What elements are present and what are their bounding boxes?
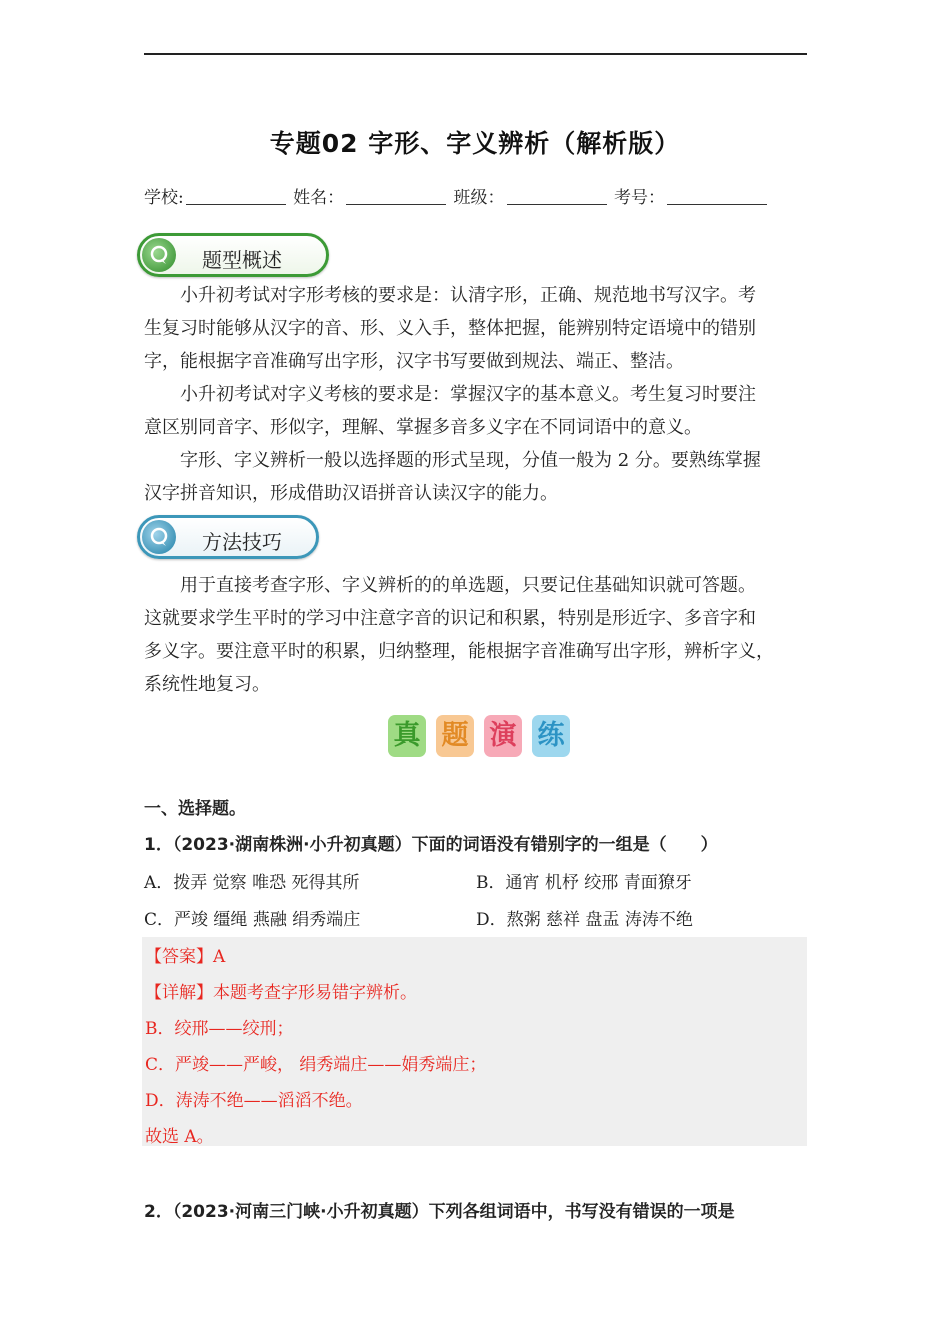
school-label: 学校: [144, 188, 184, 208]
student-info-line [144, 183, 807, 208]
option-d: D．熬粥 慈祥 盘盂 涛涛不绝 [476, 910, 693, 930]
question-1 [144, 830, 718, 855]
name-blank[interactable] [346, 188, 446, 205]
name-label: 姓名： [293, 188, 345, 208]
question-stem: （2023·湖南株洲·小升初真题）下面的词语没有错别字的一组是（ ） [172, 835, 718, 855]
explanation-detail: D．涛涛不绝——滔滔不绝。 [145, 1091, 363, 1111]
option-c: C．严竣 缰绳 燕融 绢秀端庄 [144, 910, 361, 930]
option-b: B．通宵 机杼 绞邢 青面獠牙 [476, 873, 692, 893]
question-number: 1． [144, 835, 173, 855]
class-label: 班级： [453, 188, 505, 208]
speech-bubble-icon [142, 520, 176, 554]
overview-paragraph-2 [144, 378, 807, 444]
practice-tile: 真 [388, 715, 426, 757]
text-line: 小升初考试对字形考核的要求是：认清字形，正确、规范地书写汉字。考 [180, 285, 756, 306]
class-blank[interactable] [507, 188, 607, 205]
text-line: 系统性地复习。 [144, 674, 270, 695]
text-line: 生复习时能够从汉字的音、形、义入手，整体把握，能辨别特定语境中的错别 [144, 318, 756, 339]
header-rule [144, 53, 807, 55]
explanation-detail: 故选 A。 [145, 1127, 214, 1147]
question-stem: （2023·河南三门峡·小升初真题）下列各组词语中，书写没有错误的一项是 [172, 1202, 735, 1222]
explanation-detail: C．严竣——严峻， 绢秀端庄——娟秀端庄； [145, 1055, 487, 1075]
text-line: 用于直接考查字形、字义辨析的的单选题，只要记住基础知识就可答题。 [180, 575, 756, 596]
exam-number-blank[interactable] [667, 188, 767, 205]
overview-paragraph-1 [144, 279, 807, 378]
overview-badge [137, 233, 329, 277]
practice-tile: 题 [436, 715, 474, 757]
answer-line: 【答案】A [145, 947, 226, 967]
overview-badge-label: 题型概述 [202, 248, 282, 272]
explanation-detail: B．绞邢——绞刑； [145, 1019, 294, 1039]
method-paragraph [144, 569, 807, 701]
text-line: 这就要求学生平时的学习中注意字音的识记和积累，特别是形近字、多音字和 [144, 608, 756, 629]
text-line: 字形、字义辨析一般以选择题的形式呈现，分值一般为 2 分。要熟练掌握 [180, 450, 761, 471]
question-number: 2． [144, 1202, 173, 1222]
answer-block [142, 937, 807, 1146]
explanation-line: 【详解】本题考查字形易错字辨析。 [145, 983, 417, 1003]
overview-paragraph-3 [144, 444, 807, 510]
text-line: 多义字。要注意平时的积累，归纳整理，能根据字音准确写出字形，辨析字义， [144, 641, 774, 662]
school-blank[interactable] [186, 188, 286, 205]
speech-bubble-icon [142, 238, 176, 272]
text-line: 字，能根据字音准确写出字形，汉字书写要做到规法、端正、整洁。 [144, 351, 684, 372]
question-2 [144, 1197, 735, 1222]
practice-tile: 演 [484, 715, 522, 757]
exam-number-label: 考号： [613, 188, 665, 208]
text-line: 小升初考试对字义考核的要求是：掌握汉字的基本意义。考生复习时要注 [180, 384, 756, 405]
text-line: 意区别同音字、形似字，理解、掌握多音多义字在不同词语中的意义。 [144, 417, 702, 438]
text-line: 汉字拼音知识，形成借助汉语拼音认读汉字的能力。 [144, 483, 558, 504]
method-badge-label: 方法技巧 [202, 530, 282, 554]
option-a: A．拨弄 觉察 唯恐 死得其所 [144, 873, 360, 893]
section-heading: 一、选择题。 [144, 799, 246, 819]
page-title: 专题02 字形、字义辨析（解析版） [269, 129, 681, 158]
method-badge [137, 515, 319, 559]
practice-tile: 练 [532, 715, 570, 757]
